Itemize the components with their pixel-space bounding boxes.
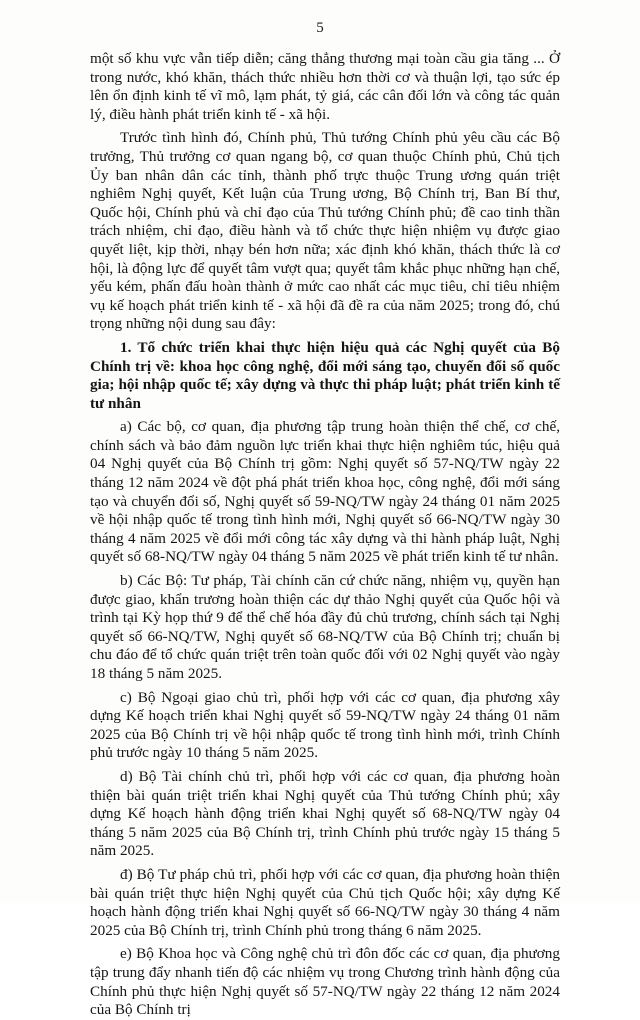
paragraph-b: b) Các Bộ: Tư pháp, Tài chính căn cứ chức năng, nhiệm vụ, quyền hạn được giao, khẩn trương hoàn thiện các dự thảo Nghị quyết của Quốc hội và trình tại Kỳ họp thứ 9 để thể chế hóa đầy đủ chủ trương, chính sách tại Nghị quyết số 66-NQ/TW, Nghị quyết số 68-NQ/TW của Bộ Chính trị; chuẩn bị chu đáo để tổ chức quán triệt trên toàn quốc đối với 02 Nghị quyết vào ngày 18 tháng 5 năm 2025.	[90, 572, 560, 682]
paragraph-a: a) Các bộ, cơ quan, địa phương tập trung hoàn thiện thể chế, cơ chế, chính sách và bảo đảm nguồn lực triển khai thực hiện nghiêm túc, hiệu quả 04 Nghị quyết của Bộ Chính trị gồm: Nghị quyết số 57-NQ/TW ngày 22 tháng 12 năm 2024 về đột phá phát triển khoa học, công nghệ, đổi mới sáng tạo và chuyển đổi số, Nghị quyết số 59-NQ/TW ngày 24 tháng 01 năm 2025 về hội nhập quốc tế trong tình hình mới, Nghị quyết số 66-NQ/TW ngày 30 tháng 4 năm 2025 về đổi mới công tác xây dựng và thi hành pháp luật, Nghị quyết số 68-NQ/TW ngày 04 tháng 5 năm 2025 về phát triển kinh tế tư nhân.	[90, 418, 560, 566]
section-heading-1: 1. Tổ chức triển khai thực hiện hiệu quả các Nghị quyết của Bộ Chính trị về: khoa học công nghệ, đổi mới sáng tạo, chuyển đổi số quốc gia; hội nhập quốc tế; xây dựng và thực thi pháp luật; phát triển kinh tế tư nhân	[90, 338, 560, 412]
paragraph-c: c) Bộ Ngoại giao chủ trì, phối hợp với các cơ quan, địa phương xây dựng Kế hoạch triển khai Nghị quyết số 59-NQ/TW ngày 24 tháng 01 năm 2025 của Bộ Chính trị về hội nhập quốc tế trong tình hình mới, trình Chính phủ trước ngày 10 tháng 5 năm 2025.	[90, 688, 560, 762]
paragraph-dd: đ) Bộ Tư pháp chủ trì, phối hợp với các cơ quan, địa phương hoàn thiện bài quán triệt thực hiện Nghị quyết của Chủ tịch Quốc hội; xây dựng Kế hoạch hành động triển khai Nghị quyết số 66-NQ/TW ngày 30 tháng 4 năm 2025 của Bộ Chính trị, trình Chính phủ trong tháng 6 năm 2025.	[90, 865, 560, 939]
page-number: 5	[316, 20, 324, 36]
paragraph-context: Trước tình hình đó, Chính phủ, Thủ tướng Chính phủ yêu cầu các Bộ trưởng, Thủ trưởng cơ quan ngang bộ, cơ quan thuộc Chính phủ, Chủ tịch Ủy ban nhân dân các tỉnh, thành phố trực thuộc Trung ương quán triệt nghiêm Nghị quyết, Kết luận của Trung ương, Bộ Chính trị, Ban Bí thư, Quốc hội, Chính phủ và chỉ đạo của Thủ tướng Chính phủ; đề cao tinh thần trách nhiệm, chỉ đạo, điều hành và tổ chức thực hiện nhiệm vụ được giao quyết liệt, kịp thời, nhạy bén hơn nữa; xác định khó khăn, thách thức là cơ hội, là động lực để quyết tâm vượt qua; quyết tâm khắc phục những hạn chế, yếu kém, phấn đấu hoàn thành ở mức cao nhất các mục tiêu, chỉ tiêu nhiệm vụ kế hoạch phát triển kinh tế - xã hội đã đề ra của năm 2025; trong đó, chú trọng những nội dung sau đây:	[90, 129, 560, 333]
document-body	[90, 50, 560, 1020]
paragraph-continuation: một số khu vực vẫn tiếp diễn; căng thẳng thương mại toàn cầu gia tăng ... Ở trong nước, khó khăn, thách thức nhiều hơn thời cơ và thuận lợi, tạo sức ép lên ổn định kinh tế vĩ mô, lạm phát, tỷ giá, các cân đối lớn và công tác quản lý, điều hành phát triển kinh tế - xã hội.	[90, 50, 560, 123]
paragraph-d: d) Bộ Tài chính chủ trì, phối hợp với các cơ quan, địa phương hoàn thiện bài quán triệt triển khai Nghị quyết của Thủ tướng Chính phủ; xây dựng Kế hoạch hành động triển khai Nghị quyết số 68-NQ/TW ngày 04 tháng 5 năm 2025 của Bộ Chính trị, trình Chính phủ trước ngày 15 tháng 5 năm 2025.	[90, 767, 560, 860]
paragraph-e: e) Bộ Khoa học và Công nghệ chủ trì đôn đốc các cơ quan, địa phương tập trung đẩy nhanh tiến độ các nhiệm vụ trong Chương trình hành động của Chính phủ thực hiện Nghị quyết số 57-NQ/TW ngày 22 tháng 12 năm 2024 của Bộ Chính trị	[90, 945, 560, 1019]
